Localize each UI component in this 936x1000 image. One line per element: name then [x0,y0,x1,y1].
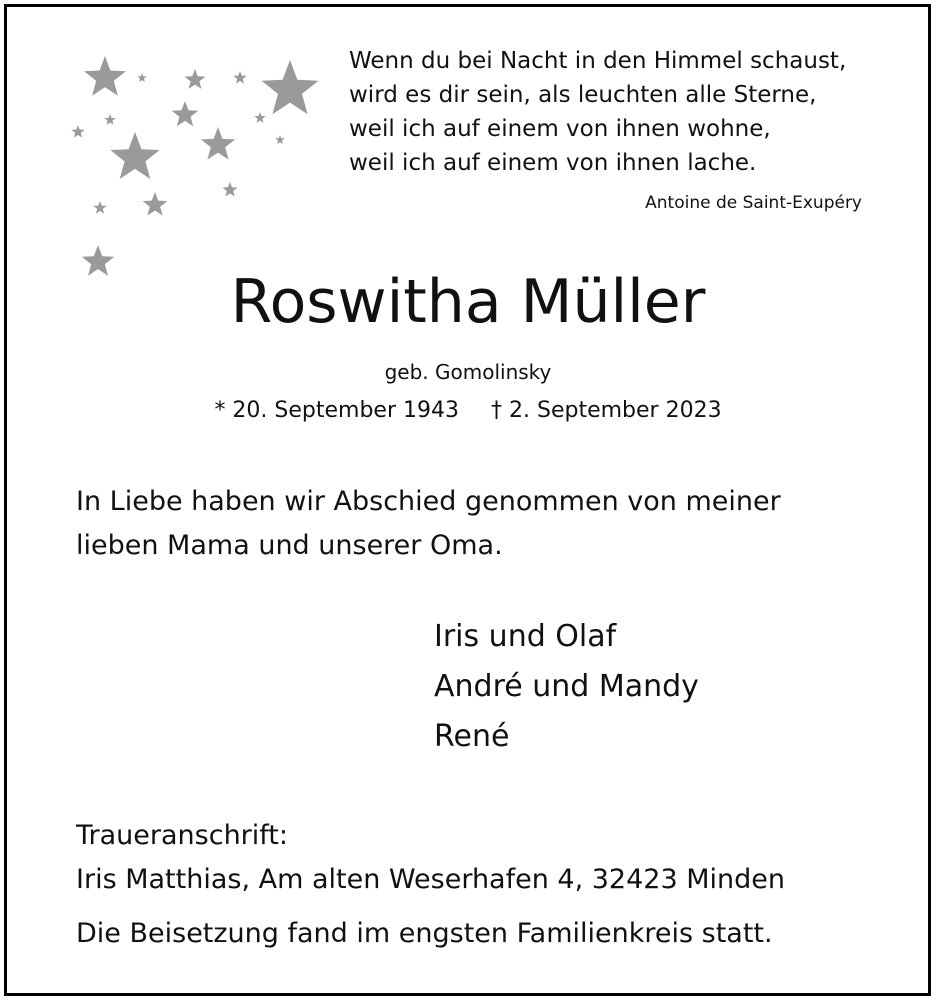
mourners-list [434,612,699,762]
star-icon [201,127,235,160]
farewell-line: lieben Mama und unserer Oma. [76,530,503,561]
star-icon [275,135,285,144]
address-label: Traueranschrift: [76,820,288,851]
star-icon [71,125,84,138]
poem-line: weil ich auf einem von ihnen lache. [349,150,757,176]
mourner: Iris und Olaf [434,619,617,654]
mourner: René [434,719,510,754]
deceased-name: Roswitha Müller [230,267,706,337]
poem-line: Wenn du bei Nacht in den Himmel schaust, [349,48,847,74]
star-icon [137,73,147,82]
star-icon [254,112,265,123]
death-date: † 2. September 2023 [491,398,722,423]
poem [349,44,889,180]
birth-date: * 20. September 1943 [214,398,459,423]
mourning-address [76,814,785,902]
stars-icon [50,40,340,290]
farewell-line: In Liebe haben wir Abschied genommen von meiner [76,486,781,517]
burial-note: Die Beisetzung fand im engsten Familienkreis statt. [76,918,773,949]
star-icon [110,132,159,179]
poem-line: weil ich auf einem von ihnen wohne, [349,116,771,142]
star-icon [222,182,237,197]
star-icon [93,201,106,214]
star-icon [104,114,115,125]
star-icon [172,101,199,126]
poem-line: wird es dir sein, als leuchten alle Sterne, [349,82,817,108]
star-icon [262,60,319,114]
star-icon [233,71,246,84]
life-dates [0,398,936,423]
star-icon [84,56,126,96]
mourner: André und Mandy [434,669,699,704]
address-line: Iris Matthias, Am alten Weserhafen 4, 32423 Minden [76,864,786,895]
poem-author: Antoine de Saint-Exupéry [645,193,862,213]
maiden-name: geb. Gomolinsky [384,360,552,384]
star-icon [185,69,206,89]
star-icon [143,192,168,216]
farewell-text [76,480,876,568]
